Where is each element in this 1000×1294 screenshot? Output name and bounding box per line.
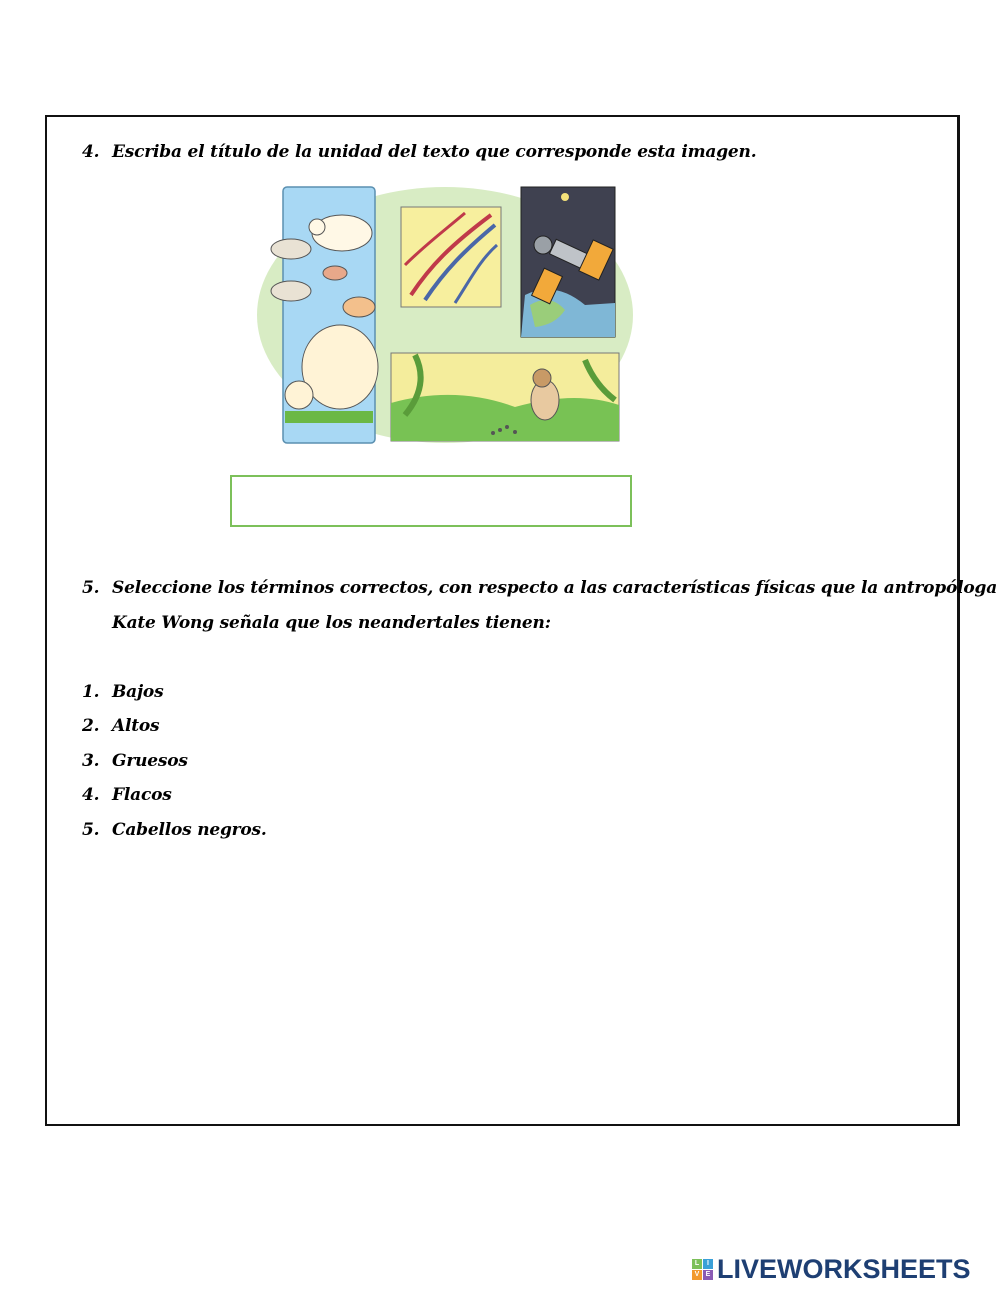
option-number: 5. [82,820,100,840]
logo-letter: L [692,1259,702,1269]
option-label: Cabellos negros. [112,820,267,840]
option-label: Altos [112,716,160,736]
petri-dish-icon [271,239,311,259]
illustration-svg [255,185,635,447]
unit-illustration [255,185,635,451]
logo-letter: V [692,1270,702,1280]
logo-cube-icon [692,1259,713,1280]
question-4-text: Escriba el título de la unidad del texto que corresponde esta imagen. [112,142,757,162]
logo-text: LIVEWORKSHEETS [717,1253,971,1284]
question-4-number: 4. [82,142,100,162]
option-label: Gruesos [112,751,188,771]
logo-letter: E [703,1270,713,1280]
option-number: 2. [82,716,100,736]
option-label: Flacos [112,785,172,805]
question-5-number: 5. [82,578,100,598]
liveworksheets-logo [692,1255,971,1283]
question-5-text-line1: Seleccione los términos correctos, con respecto a las características físicas que la antropóloga [112,578,998,598]
logo-letter: I [703,1259,713,1269]
option-number: 3. [82,751,100,771]
option-number: 4. [82,785,100,805]
option-label: Bajos [112,682,164,702]
option-number: 1. [82,682,100,702]
unit-title-answer-box[interactable] [230,475,632,527]
question-5-text-line2: Kate Wong señala que los neandertales tienen: [112,613,551,633]
